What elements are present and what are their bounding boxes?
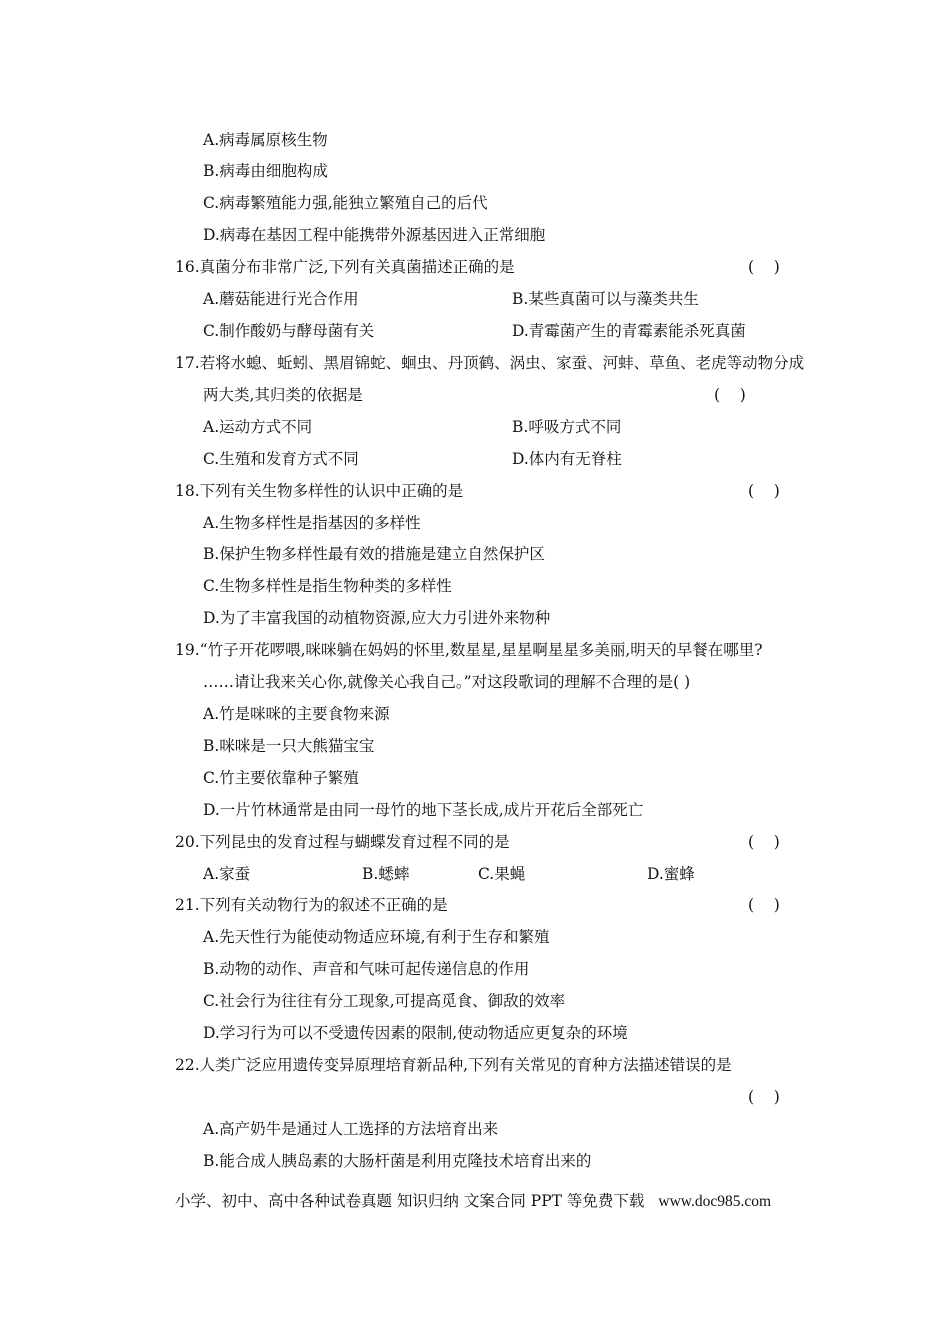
q18-answer-paren: ( ) — [748, 482, 780, 500]
q19-stem-line1: 19.“竹子开花啰喂,咪咪躺在妈妈的怀里,数星星,星星啊星星多美丽,明天的早餐在哪里? — [175, 641, 763, 659]
q22-option-b: B.能合成人胰岛素的大肠杆菌是利用克隆技术培育出来的 — [203, 1152, 592, 1170]
q16-option-a: A.蘑菇能进行光合作用 — [203, 290, 359, 308]
q16-stem: 16.真菌分布非常广泛,下列有关真菌描述正确的是 — [175, 258, 515, 276]
q20-option-b: B.蟋蟀 — [362, 865, 410, 883]
q18-option-d: D.为了丰富我国的动植物资源,应大力引进外来物种 — [203, 609, 551, 627]
q18-option-a: A.生物多样性是指基因的多样性 — [203, 514, 421, 532]
q17-stem-line1: 17.若将水螅、蚯蚓、黑眉锦蛇、蛔虫、丹顶鹤、涡虫、家蚕、河蚌、草鱼、老虎等动物分成 — [175, 354, 805, 372]
q17-option-b: B.呼吸方式不同 — [512, 418, 622, 436]
q21-option-d: D.学习行为可以不受遗传因素的限制,使动物适应更复杂的环境 — [203, 1024, 628, 1042]
q22-answer-paren: ( ) — [748, 1088, 780, 1106]
q15-option-a: A.病毒属原核生物 — [203, 131, 328, 149]
footer-text: 小学、初中、高中各种试卷真题 知识归纳 文案合同 PPT 等免费下载 — [175, 1192, 645, 1210]
q17-answer-paren: ( ) — [714, 386, 746, 404]
q19-stem-line2: ……请让我来关心你,就像关心我自己。”对这段歌词的理解不合理的是( ) — [203, 673, 691, 691]
q19-option-a: A.竹是咪咪的主要食物来源 — [203, 705, 390, 723]
q21-option-c: C.社会行为往往有分工现象,可提高觅食、御敌的效率 — [203, 992, 566, 1010]
q19-option-b: B.咪咪是一只大熊猫宝宝 — [203, 737, 375, 755]
q18-stem: 18.下列有关生物多样性的认识中正确的是 — [175, 482, 464, 500]
q15-option-c: C.病毒繁殖能力强,能独立繁殖自己的后代 — [203, 194, 488, 212]
q19-option-d: D.一片竹林通常是由同一母竹的地下茎长成,成片开花后全部死亡 — [203, 801, 644, 819]
q17-option-d: D.体内有无脊柱 — [512, 450, 622, 468]
q20-option-c: C.果蝇 — [478, 865, 526, 883]
q22-option-a: A.高产奶牛是通过人工选择的方法培育出来 — [203, 1120, 499, 1138]
q19-option-c: C.竹主要依靠种子繁殖 — [203, 769, 359, 787]
q20-option-d: D.蜜蜂 — [647, 865, 695, 883]
q20-stem: 20.下列昆虫的发育过程与蝴蝶发育过程不同的是 — [175, 833, 510, 851]
q22-stem: 22.人类广泛应用遗传变异原理培育新品种,下列有关常见的育种方法描述错误的是 — [175, 1056, 732, 1074]
q21-answer-paren: ( ) — [748, 896, 780, 914]
page-footer — [175, 1190, 771, 1213]
q18-option-b: B.保护生物多样性最有效的措施是建立自然保护区 — [203, 545, 545, 563]
q21-option-a: A.先天性行为能使动物适应环境,有利于生存和繁殖 — [203, 928, 550, 946]
q17-option-a: A.运动方式不同 — [203, 418, 313, 436]
q20-answer-paren: ( ) — [748, 833, 780, 851]
q15-option-d: D.病毒在基因工程中能携带外源基因进入正常细胞 — [203, 226, 546, 244]
q17-stem-line2: 两大类,其归类的依据是 — [203, 386, 363, 404]
q16-option-b: B.某些真菌可以与藻类共生 — [512, 290, 699, 308]
q16-option-c: C.制作酸奶与酵母菌有关 — [203, 322, 375, 340]
q18-option-c: C.生物多样性是指生物种类的多样性 — [203, 577, 452, 595]
footer-url[interactable]: www.doc985.com — [658, 1193, 772, 1210]
q21-option-b: B.动物的动作、声音和气味可起传递信息的作用 — [203, 960, 530, 978]
q16-option-d: D.青霉菌产生的青霉素能杀死真菌 — [512, 322, 746, 340]
q17-option-c: C.生殖和发育方式不同 — [203, 450, 359, 468]
q16-answer-paren: ( ) — [748, 258, 780, 276]
q21-stem: 21.下列有关动物行为的叙述不正确的是 — [175, 896, 448, 914]
q15-option-b: B.病毒由细胞构成 — [203, 162, 328, 180]
q20-option-a: A.家蚕 — [203, 865, 251, 883]
